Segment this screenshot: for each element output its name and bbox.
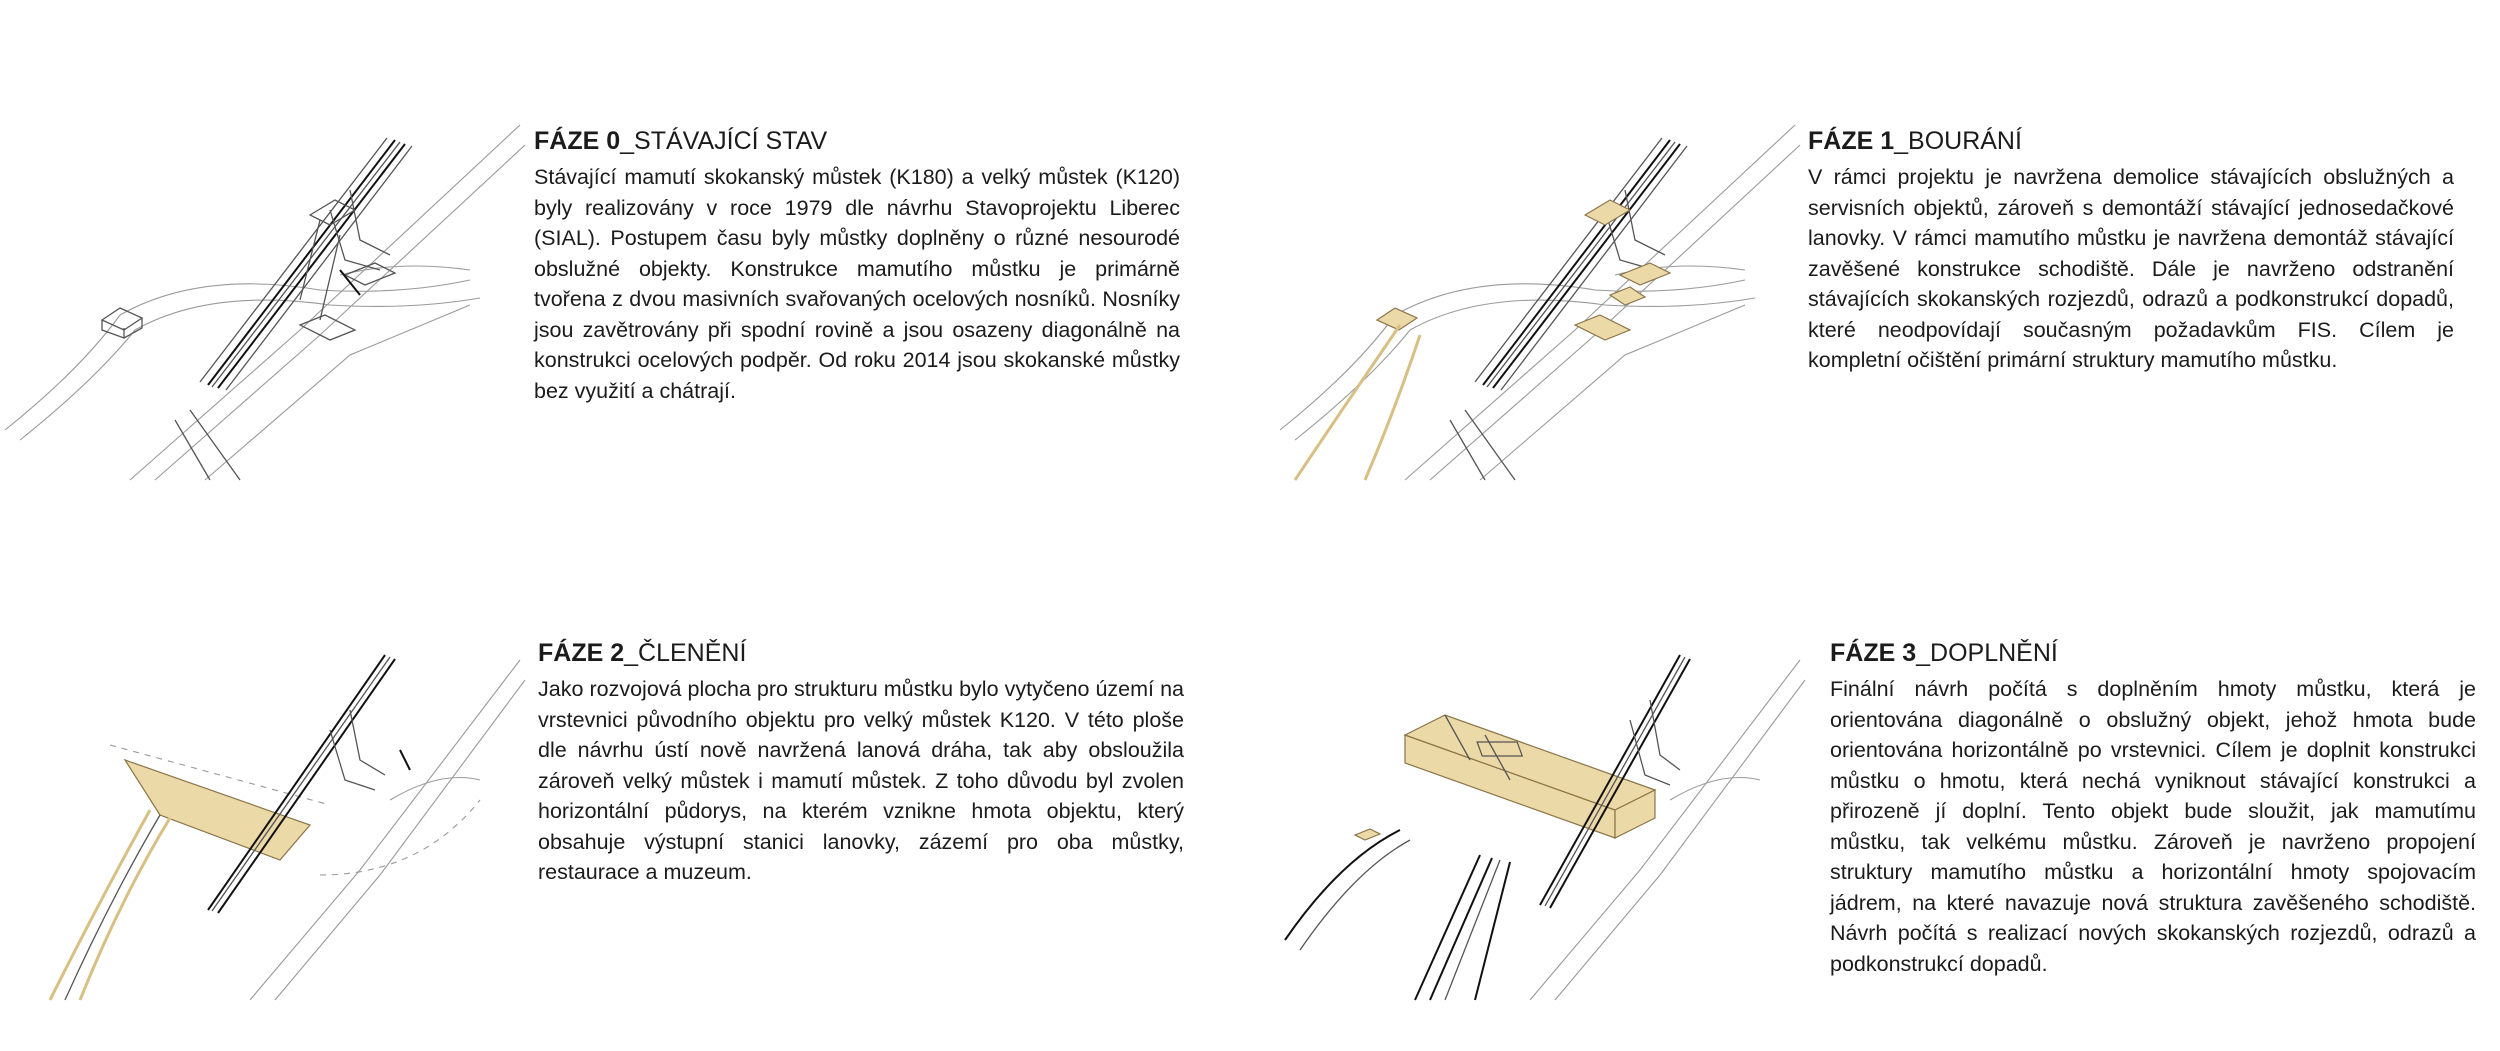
phase-1-subtitle: _BOURÁNÍ xyxy=(1894,127,2022,155)
phase-1-axonometric-drawing xyxy=(1275,120,1805,480)
phase-0-heading xyxy=(534,126,1180,156)
phase-0-label: FÁZE 0 xyxy=(534,127,621,155)
phase-3-axonometric-drawing xyxy=(1280,640,1820,1000)
phase-2-heading xyxy=(538,638,1184,668)
phase-0-subtitle: _STÁVAJÍCÍ STAV xyxy=(620,127,828,155)
phase-0-axonometric-drawing xyxy=(0,120,530,480)
phase-1-description: V rámci projektu je navržena demolice stávajících obslužných a servisních objektů, zároveň s demontáží stávající jednosedačkové lanovky. V rámci mamutího můstku je navržena demontáž stávající zavěšené konstrukce schodiště. Dále je navrženo odstranění stávajících skokanských rozjezdů, odrazů a podkonstrukcí dopadů, které neodpovídají současným požadavkům FIS. Cílem je kompletní očištění primární struktury mamutího můstku. xyxy=(1808,165,2454,372)
phase-2-axonometric-drawing xyxy=(0,640,530,1000)
phase-2-description: Jako rozvojová plocha pro strukturu můstku bylo vytyčeno území na vrstevnici původního objektu pro velký můstek K120. V této ploše dle návrhu ústí nově navržená lanová dráha, tak aby obsloužila zároveň velký můstek i mamutí můstek. Z toho důvodu byl zvolen horizontální půdorys, na kterém vznikne hmota objektu, který obsahuje výstupní stanici lanovky, zázemí pro oba můstky, restaurace a muzeum. xyxy=(538,677,1184,884)
phase-3-heading xyxy=(1830,638,2476,668)
phase-1-heading xyxy=(1808,126,2454,156)
phase-3-subtitle: _DOPLNĚNÍ xyxy=(1916,639,2058,667)
phase-1-text-block xyxy=(1808,126,2454,376)
phase-3-description: Finální návrh počítá s doplněním hmoty můstku, která je orientována diagonálně o obslužný objekt, jehož hmota bude orientována horizontálně po vrstevnici. Cílem je doplnit konstrukci můstku o hmotu, která nechá vyniknout stávající konstrukci a přirozeně jí doplní. Tento objekt bude sloužit, jak mamutímu můstku, tak velkému můstku. Zároveň je navrženo propojení struktury mamutího můstku a horizontální hmoty spojovacím jádrem, na které navazuje nová struktura zavěšeného schodiště. Návrh počítá s realizací nových skokanských rozjezdů, odrazů a podkonstrukcí dopadů. xyxy=(1830,677,2476,976)
phase-2-label: FÁZE 2 xyxy=(538,639,625,667)
phase-2-text-block xyxy=(538,638,1184,888)
phase-3-label: FÁZE 3 xyxy=(1830,639,1917,667)
phase-0-text-block xyxy=(534,126,1180,406)
phase-0-description: Stávající mamutí skokanský můstek (K180) a velký můstek (K120) byly realizovány v roce 1979 dle návrhu Stavoprojektu Liberec (SIAL). Postupem času byly můstky doplněny o různé nesourodé obslužné objekty. Konstrukce mamutího můstku je primárně tvořena z dvou masivních svařovaných ocelových nosníků. Nosníky jsou zavětrovány při spodní rovině a jsou osazeny diagonálně na konstrukci ocelových podpěr. Od roku 2014 jsou skokanské můstky bez využití a chátrají. xyxy=(534,165,1180,403)
phase-3-text-block xyxy=(1830,638,2476,979)
phase-2-subtitle: _ČLENĚNÍ xyxy=(624,639,747,667)
phase-1-label: FÁZE 1 xyxy=(1808,127,1895,155)
